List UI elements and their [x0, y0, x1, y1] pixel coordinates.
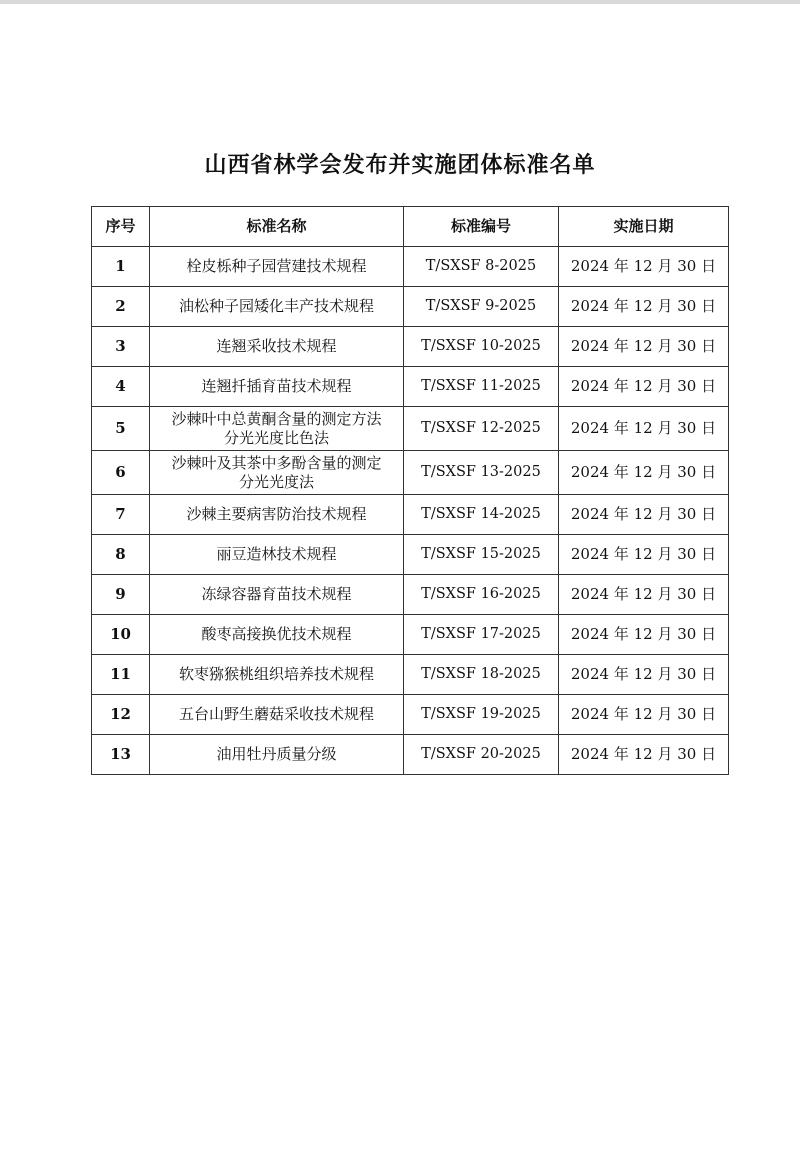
cell-standard-name: [150, 495, 404, 535]
cell-effective-date: 2024 年 12 月 30 日: [559, 655, 729, 695]
cell-serial-number: 10: [92, 615, 150, 655]
page-title: 山西省林学会发布并实施团体标准名单: [204, 152, 596, 178]
table-row: [92, 407, 729, 451]
standards-table: [91, 206, 729, 775]
standard-name-line: 油松种子园矮化丰产技术规程: [178, 297, 374, 315]
cell-standard-code: T/SXSF 19-2025: [404, 695, 559, 735]
header-effective-date: 实施日期: [559, 207, 729, 247]
standard-name-line: 沙棘叶及其茶中多酚含量的测定: [171, 453, 382, 472]
cell-serial-number: 7: [92, 495, 150, 535]
table-row: [92, 495, 729, 535]
cell-effective-date: 2024 年 12 月 30 日: [559, 407, 729, 451]
cell-serial-number: 9: [92, 575, 150, 615]
cell-standard-code: T/SXSF 15-2025: [404, 535, 559, 575]
cell-effective-date: 2024 年 12 月 30 日: [559, 735, 729, 775]
cell-serial-number: 13: [92, 735, 150, 775]
cell-serial-number: 12: [92, 695, 150, 735]
cell-standard-code: T/SXSF 11-2025: [404, 367, 559, 407]
cell-serial-number: 4: [92, 367, 150, 407]
standard-name-line: 冻绿容器育苗技术规程: [201, 585, 352, 603]
cell-standard-name: [150, 735, 404, 775]
header-serial-number: 序号: [92, 207, 150, 247]
standard-name-line: 分光光度法: [238, 472, 314, 491]
table-row: [92, 287, 729, 327]
table-row: [92, 247, 729, 287]
standard-name-line: 酸枣高接换优技术规程: [201, 625, 352, 643]
cell-standard-name: [150, 535, 404, 575]
table-row: [92, 655, 729, 695]
table-row: [92, 735, 729, 775]
table-row: [92, 535, 729, 575]
standard-name-line: 分光光度比色法: [223, 428, 329, 447]
cell-standard-name: [150, 247, 404, 287]
table-row: [92, 451, 729, 495]
standard-name-line: 丽豆造林技术规程: [216, 545, 337, 563]
cell-effective-date: 2024 年 12 月 30 日: [559, 615, 729, 655]
top-band: [0, 0, 800, 4]
standard-name-line: 沙棘叶中总黄酮含量的测定方法: [171, 409, 382, 428]
cell-serial-number: 1: [92, 247, 150, 287]
cell-effective-date: 2024 年 12 月 30 日: [559, 695, 729, 735]
table-row: [92, 615, 729, 655]
cell-serial-number: 5: [92, 407, 150, 451]
cell-standard-code: T/SXSF 12-2025: [404, 407, 559, 451]
cell-serial-number: 6: [92, 451, 150, 495]
standard-name-line: 油用牡丹质量分级: [216, 745, 337, 763]
standard-name-line: 五台山野生蘑菇采收技术规程: [178, 705, 374, 723]
table-body: [92, 247, 729, 775]
cell-standard-name: [150, 695, 404, 735]
cell-effective-date: 2024 年 12 月 30 日: [559, 367, 729, 407]
standard-name-line: 连翘扦插育苗技术规程: [201, 377, 352, 395]
cell-standard-code: T/SXSF 9-2025: [404, 287, 559, 327]
header-standard-name: 标准名称: [150, 207, 404, 247]
table-row: [92, 327, 729, 367]
cell-standard-name: [150, 575, 404, 615]
cell-standard-name: [150, 287, 404, 327]
cell-serial-number: 2: [92, 287, 150, 327]
cell-standard-code: T/SXSF 16-2025: [404, 575, 559, 615]
table-row: [92, 367, 729, 407]
cell-standard-name: [150, 451, 404, 495]
cell-effective-date: 2024 年 12 月 30 日: [559, 575, 729, 615]
table-row: [92, 575, 729, 615]
cell-standard-name: [150, 407, 404, 451]
standard-name-line: 连翘采收技术规程: [216, 337, 337, 355]
cell-standard-code: T/SXSF 14-2025: [404, 495, 559, 535]
header-standard-code: 标准编号: [404, 207, 559, 247]
cell-standard-code: T/SXSF 20-2025: [404, 735, 559, 775]
standard-name-line: 软枣猕猴桃组织培养技术规程: [178, 665, 374, 683]
cell-effective-date: 2024 年 12 月 30 日: [559, 451, 729, 495]
cell-standard-code: T/SXSF 10-2025: [404, 327, 559, 367]
cell-standard-code: T/SXSF 17-2025: [404, 615, 559, 655]
cell-effective-date: 2024 年 12 月 30 日: [559, 327, 729, 367]
standard-name-line: 栓皮栎种子园营建技术规程: [186, 257, 367, 275]
table-header-row: [92, 207, 729, 247]
cell-standard-name: [150, 327, 404, 367]
cell-serial-number: 8: [92, 535, 150, 575]
cell-effective-date: 2024 年 12 月 30 日: [559, 495, 729, 535]
cell-standard-code: T/SXSF 13-2025: [404, 451, 559, 495]
cell-serial-number: 11: [92, 655, 150, 695]
cell-effective-date: 2024 年 12 月 30 日: [559, 287, 729, 327]
cell-standard-code: T/SXSF 18-2025: [404, 655, 559, 695]
cell-standard-code: T/SXSF 8-2025: [404, 247, 559, 287]
cell-standard-name: [150, 367, 404, 407]
cell-serial-number: 3: [92, 327, 150, 367]
cell-effective-date: 2024 年 12 月 30 日: [559, 535, 729, 575]
table-row: [92, 695, 729, 735]
cell-effective-date: 2024 年 12 月 30 日: [559, 247, 729, 287]
cell-standard-name: [150, 615, 404, 655]
cell-standard-name: [150, 655, 404, 695]
standard-name-line: 沙棘主要病害防治技术规程: [186, 505, 367, 523]
